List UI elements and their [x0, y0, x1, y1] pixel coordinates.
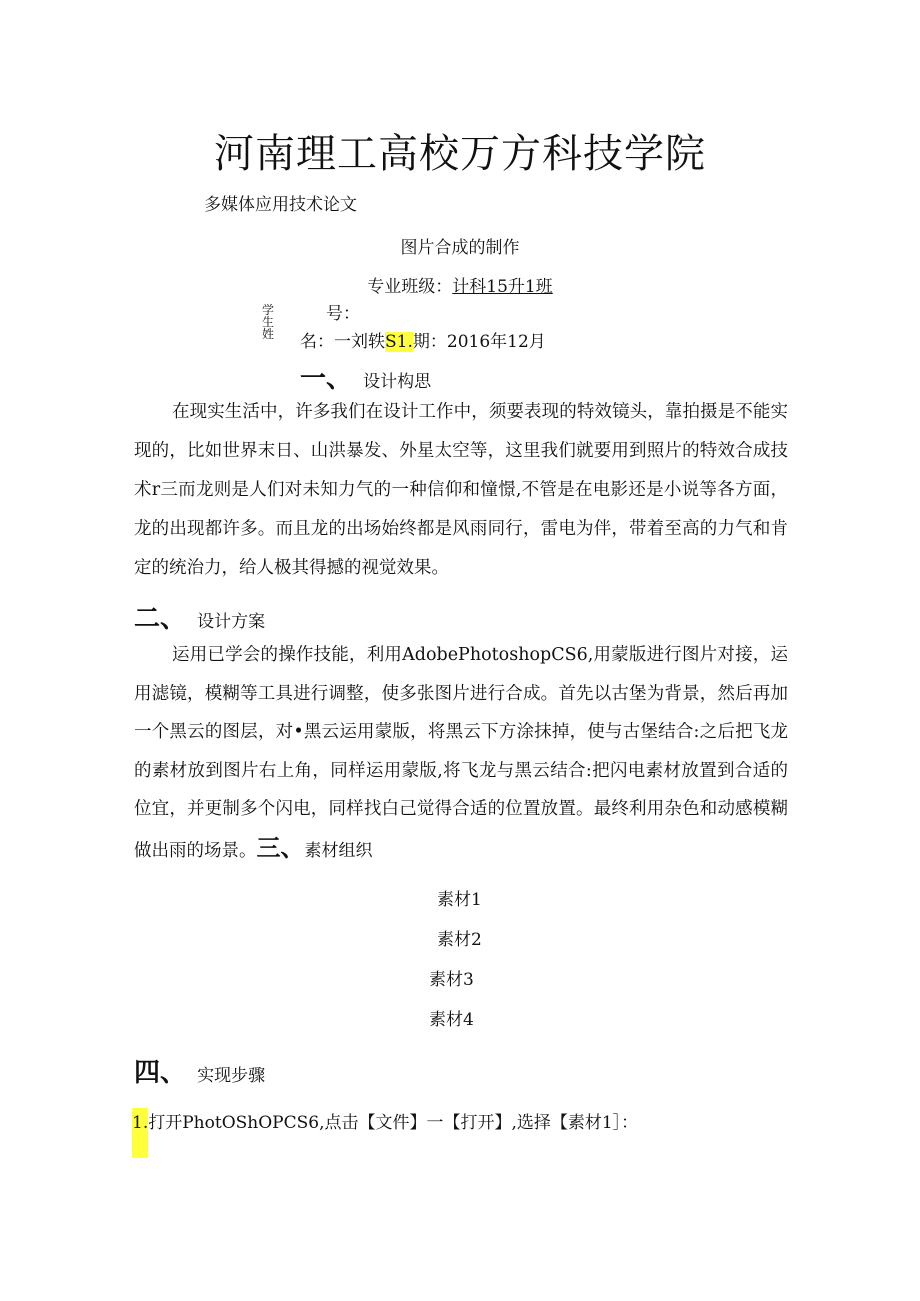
class-value: 计科15升1班 — [452, 277, 553, 297]
section-1-paragraph: 在现实生活中，许多我们在设计工作中，须要表现的特效镜头，靠拍摄是不能实现的，比如世界末日、山洪暴发、外星太空等，这里我们就要用到照片的特效合成技术r三而龙则是人们对未知力气的一种信仰和憧憬,不管是在电影还是小说等各方面，龙的出现都许多。而且龙的出场始终都是风雨同行，雷电为伴，带着至高的力气和肯定的统治力，给人极其得撼的视觉效果。 — [134, 402, 788, 578]
name-date-line — [300, 327, 546, 352]
section-3-number: 三、 — [256, 832, 305, 862]
section-1-number: 一、 — [300, 364, 353, 394]
name-highlight: S1. — [385, 332, 413, 352]
class-label: 专业班级： — [367, 277, 453, 297]
section-2-heading — [134, 598, 265, 635]
document-subtitle: 多媒体应用技术论文 — [204, 195, 357, 215]
section-2-label: 设计方案 — [197, 612, 266, 632]
paper-title: 图片合成的制作 — [400, 238, 520, 258]
material-3: 素材3 — [429, 970, 474, 990]
section-2-number: 二、 — [134, 604, 187, 634]
section-3-label: 素材组织 — [304, 840, 373, 861]
section-2-block — [134, 636, 788, 876]
vertical-label: 学生姓 — [262, 303, 275, 341]
step-1-text: 打开PhotOShOPCS6,点击【文件】一【打开】,选择【素材1］： — [148, 1113, 639, 1133]
date-label: 期：2016年12月 — [412, 332, 546, 352]
section-2-paragraph — [134, 636, 788, 870]
section-2-text: 运用已学会的操作技能，利用AdobePhotoshopCS6,用蒙版进行图片对接，运用滤镜，模糊等工具进行调整，使多张图片进行合成。首先以古堡为背景，然后再加一个黑云的图层，对•黑云运用蒙版，将黑云下方涂抹掉，使与古堡结合:之后把飞龙的素材放到图片右上角，同样运用蒙版,将飞龙与黑云结合:把闪电素材放置到合适的位宜，并更制多个闪电，同样找白己觉得合适的位置放置。最终利用杂色和动感模糊做出雨的场景。 — [134, 645, 788, 861]
name-label: 名：一刘轶 — [300, 332, 385, 352]
section-1-heading — [300, 358, 431, 395]
step-1-line — [132, 1108, 638, 1158]
material-1: 素材1 — [437, 890, 482, 910]
step-1-number: 1. — [132, 1108, 148, 1158]
document-title: 河南理工高校万方科技学院 — [214, 131, 706, 177]
id-label: 号： — [326, 304, 360, 324]
material-2: 素材2 — [437, 930, 482, 950]
section-4-label: 实现步骤 — [197, 1066, 266, 1086]
section-4-heading — [134, 1052, 265, 1089]
material-4: 素材4 — [429, 1010, 474, 1030]
section-1-label: 设计构思 — [363, 372, 432, 392]
section-4-number: 四、 — [134, 1058, 187, 1088]
class-line — [0, 272, 920, 297]
